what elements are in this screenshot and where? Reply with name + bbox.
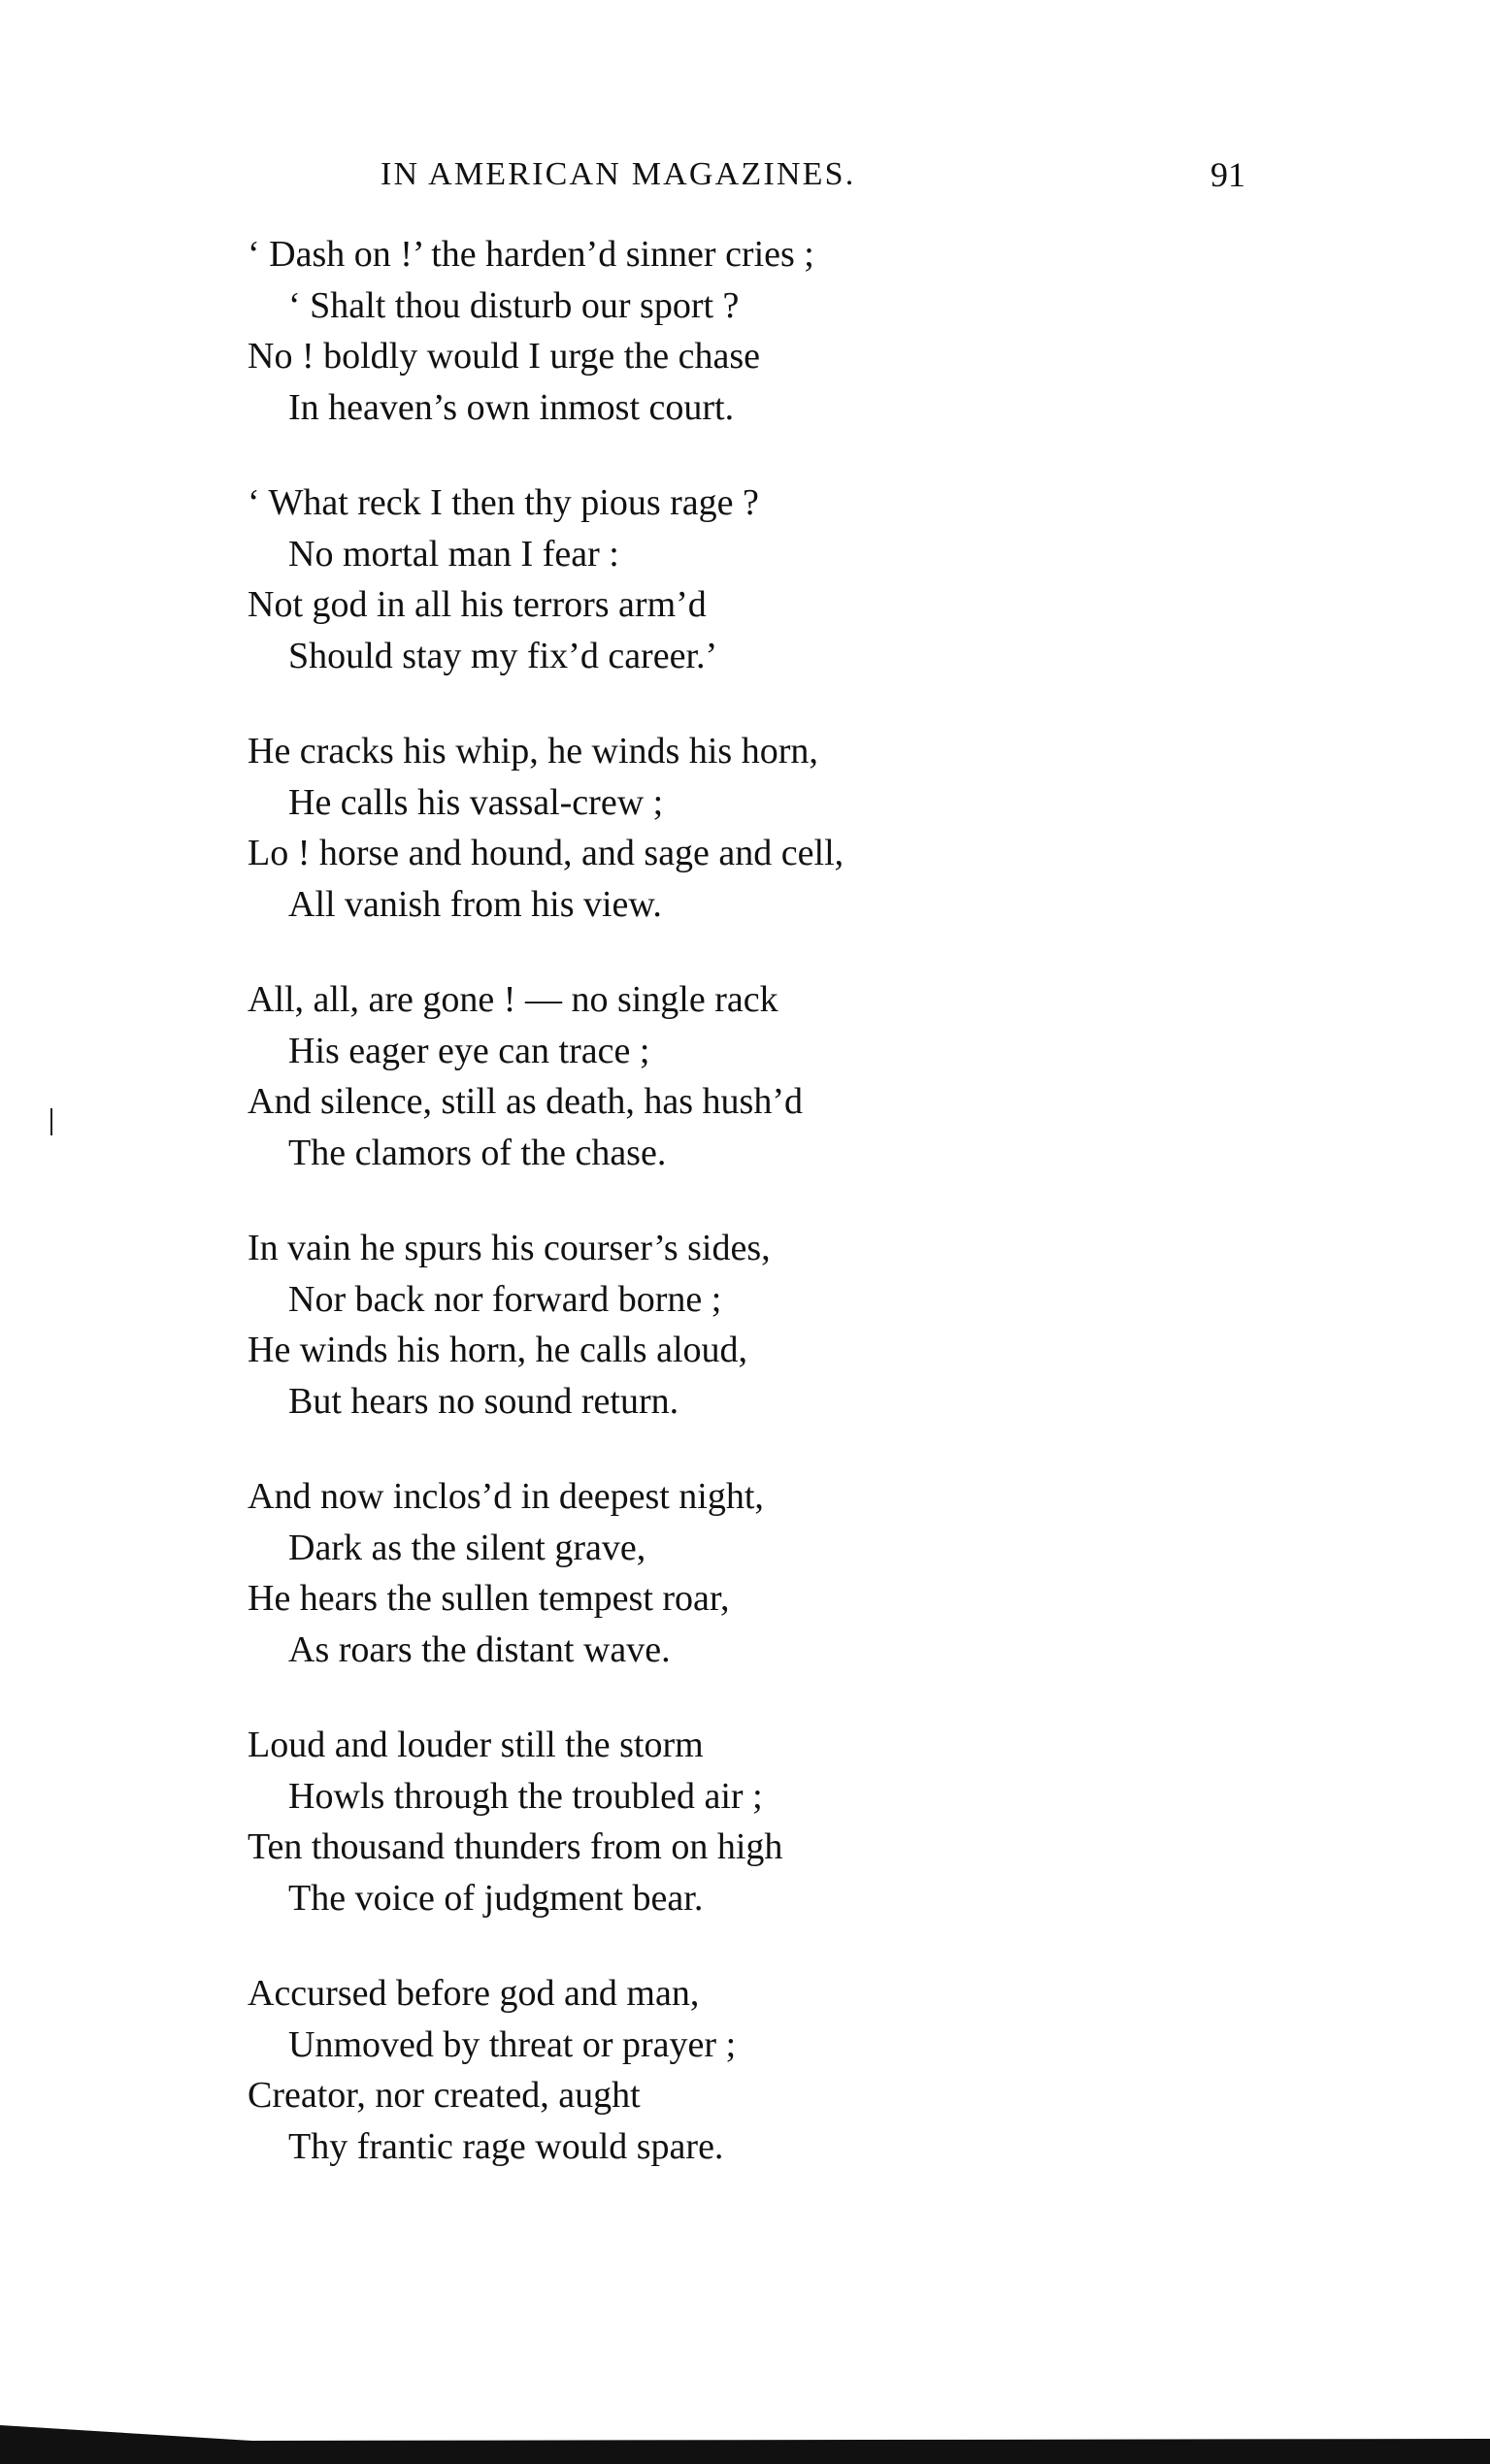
- verse-line: Dark as the silent grave,: [288, 1527, 646, 1568]
- verse-line: Nor back nor forward borne ;: [288, 1278, 722, 1320]
- verse-line: No ! boldly would I urge the chase: [248, 336, 761, 377]
- verse-line: ‘ What reck I then thy pious rage ?: [248, 482, 759, 523]
- stanza-7: [248, 1720, 1121, 1923]
- stanza-2: [248, 477, 1121, 681]
- verse-line: Creator, nor created, aught: [248, 2075, 641, 2116]
- verse-line: Unmoved by threat or prayer ;: [288, 2023, 737, 2065]
- verse-line: Howls through the troubled air ;: [288, 1775, 763, 1817]
- verse-line: In vain he spurs his courser’s sides,: [248, 1228, 771, 1268]
- stanza-5: [248, 1223, 1121, 1427]
- stanza-1: [248, 229, 1121, 433]
- verse-line: All, all, are gone ! — no single rack: [248, 979, 778, 1020]
- verse-line: The voice of judgment bear.: [288, 1877, 704, 1919]
- verse-line: ‘ Shalt thou disturb our sport ?: [288, 284, 740, 326]
- verse-line: He hears the sullen tempest roar,: [248, 1578, 730, 1619]
- verse-line: Thy frantic rage would spare.: [288, 2125, 724, 2167]
- verse-line: And now inclos’d in deepest night,: [248, 1476, 764, 1517]
- margin-mark: [50, 1108, 52, 1135]
- verse-line: But hears no sound return.: [288, 1380, 679, 1422]
- verse-line: As roars the distant wave.: [288, 1628, 671, 1670]
- verse-line: Loud and louder still the storm: [248, 1725, 704, 1765]
- verse-line: He calls his vassal-crew ;: [288, 781, 664, 823]
- verse-line: In heaven’s own inmost court.: [288, 386, 735, 428]
- verse-line: Lo ! horse and hound, and sage and cell,: [248, 833, 844, 873]
- running-title: IN AMERICAN MAGAZINES.: [381, 156, 856, 192]
- stanza-6: [248, 1471, 1121, 1675]
- verse-line: Ten thousand thunders from on high: [248, 1826, 783, 1867]
- stanza-4: [248, 974, 1121, 1178]
- verse-line: Not god in all his terrors arm’d: [248, 584, 707, 625]
- verse-line: And silence, still as death, has hush’d: [248, 1081, 804, 1122]
- verse-line: The clamors of the chase.: [288, 1132, 667, 1173]
- verse-line: Should stay my fix’d career.’: [288, 635, 718, 676]
- verse-line: All vanish from his view.: [288, 883, 662, 925]
- verse-line: Accursed before god and man,: [248, 1973, 700, 2014]
- page-number: 91: [1210, 155, 1245, 194]
- scan-bottom-edge: [0, 2425, 1490, 2464]
- stanza-3: [248, 726, 1121, 930]
- verse-line: His eager eye can trace ;: [288, 1030, 650, 1071]
- poem: [248, 229, 1121, 2217]
- verse-line: He winds his horn, he calls aloud,: [248, 1330, 748, 1370]
- stanza-8: [248, 1968, 1121, 2172]
- verse-line: He cracks his whip, he winds his horn,: [248, 731, 818, 772]
- verse-line: No mortal man I fear :: [288, 533, 619, 575]
- running-head: [0, 150, 1490, 199]
- verse-line: ‘ Dash on !’ the harden’d sinner cries ;: [248, 234, 814, 275]
